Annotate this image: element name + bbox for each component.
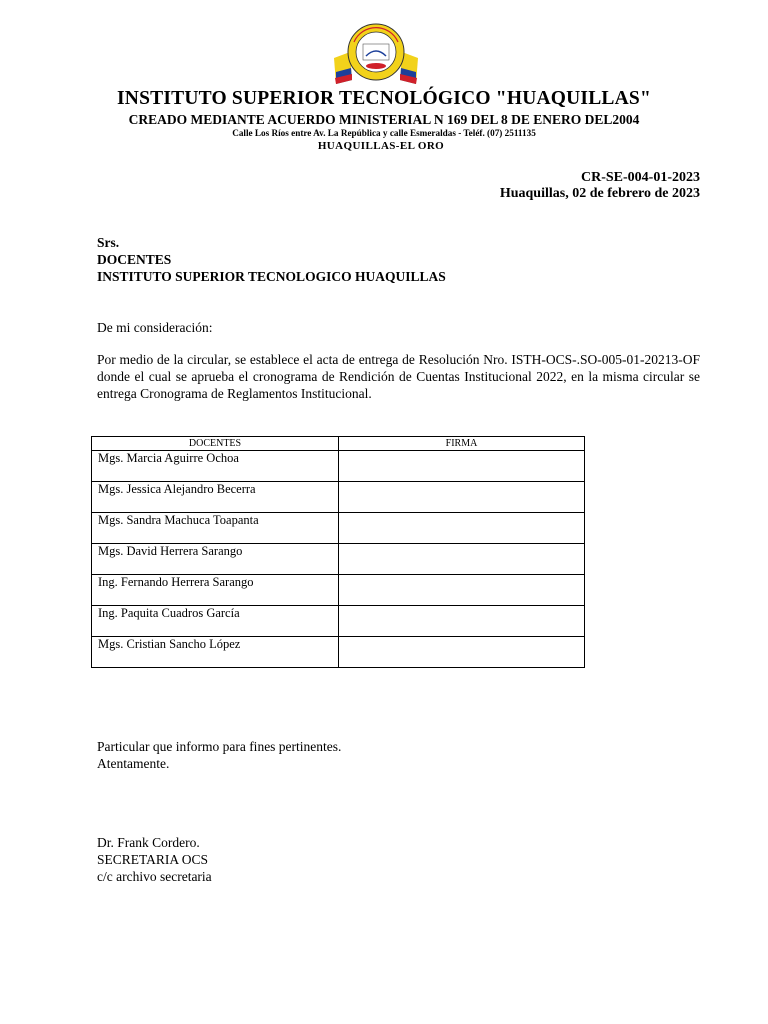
signature-table [91, 436, 585, 668]
table-row [92, 513, 585, 544]
signature-cell [339, 606, 585, 637]
docente-name: Ing. Paquita Cuadros García [92, 606, 339, 637]
institute-logo [330, 22, 422, 86]
institute-title: INSTITUTO SUPERIOR TECNOLÓGICO "HUAQUILLAS" [117, 88, 651, 109]
signature-cell [339, 637, 585, 668]
docente-name: Mgs. Sandra Machuca Toapanta [92, 513, 339, 544]
addressee-salutation: Srs. [97, 235, 120, 250]
greeting: De mi consideración: [97, 320, 213, 335]
table-row [92, 482, 585, 513]
docente-name: Ing. Fernando Herrera Sarango [92, 575, 339, 606]
signature-cell [339, 482, 585, 513]
institute-address: Calle Los Ríos entre Av. La República y calle Esmeraldas - Teléf. (07) 2511135 [232, 128, 536, 138]
table-row [92, 544, 585, 575]
table-row [92, 575, 585, 606]
circular-code: CR-SE-004-01-2023 [581, 170, 700, 185]
docente-name: Mgs. Jessica Alejandro Becerra [92, 482, 339, 513]
signature-cell [339, 513, 585, 544]
carbon-copy: c/c archivo secretaria [97, 869, 212, 884]
column-header-firma: FIRMA [339, 437, 585, 451]
ministerial-decree: CREADO MEDIANTE ACUERDO MINISTERIAL N 169 DEL 8 DE ENERO DEL2004 [128, 112, 640, 127]
signatory-role: SECRETARIA OCS [97, 852, 209, 867]
docente-name: Mgs. David Herrera Sarango [92, 544, 339, 575]
signatory-name: Dr. Frank Cordero. [97, 835, 200, 850]
closing-farewell: Atentamente. [97, 756, 170, 771]
addressee-group: DOCENTES [97, 252, 172, 267]
signature-cell [339, 544, 585, 575]
table-row [92, 451, 585, 482]
addressee-institution: INSTITUTO SUPERIOR TECNOLOGICO HUAQUILLAS [97, 269, 446, 284]
institute-city: HUAQUILLAS-EL ORO [317, 140, 445, 152]
table-row [92, 637, 585, 668]
docente-name: Mgs. Cristian Sancho López [92, 637, 339, 668]
signature-cell [339, 451, 585, 482]
docente-name: Mgs. Marcia Aguirre Ochoa [92, 451, 339, 482]
closing-remark: Particular que informo para fines pertinentes. [97, 739, 342, 754]
table-header-row [92, 437, 585, 451]
circular-date: Huaquillas, 02 de febrero de 2023 [499, 186, 700, 201]
column-header-docentes: DOCENTES [92, 437, 339, 451]
table-row [92, 606, 585, 637]
body-paragraph: Por medio de la circular, se establece el acta de entrega de Resolución Nro. ISTH-OCS-.SO-005-01-20213-OF donde el cual se aprueba el cronograma de Rendición de Cuentas Institucional 2022, en la misma circular se entrega Cronograma de Reglamentos Institucional. [97, 352, 700, 401]
signature-cell [339, 575, 585, 606]
